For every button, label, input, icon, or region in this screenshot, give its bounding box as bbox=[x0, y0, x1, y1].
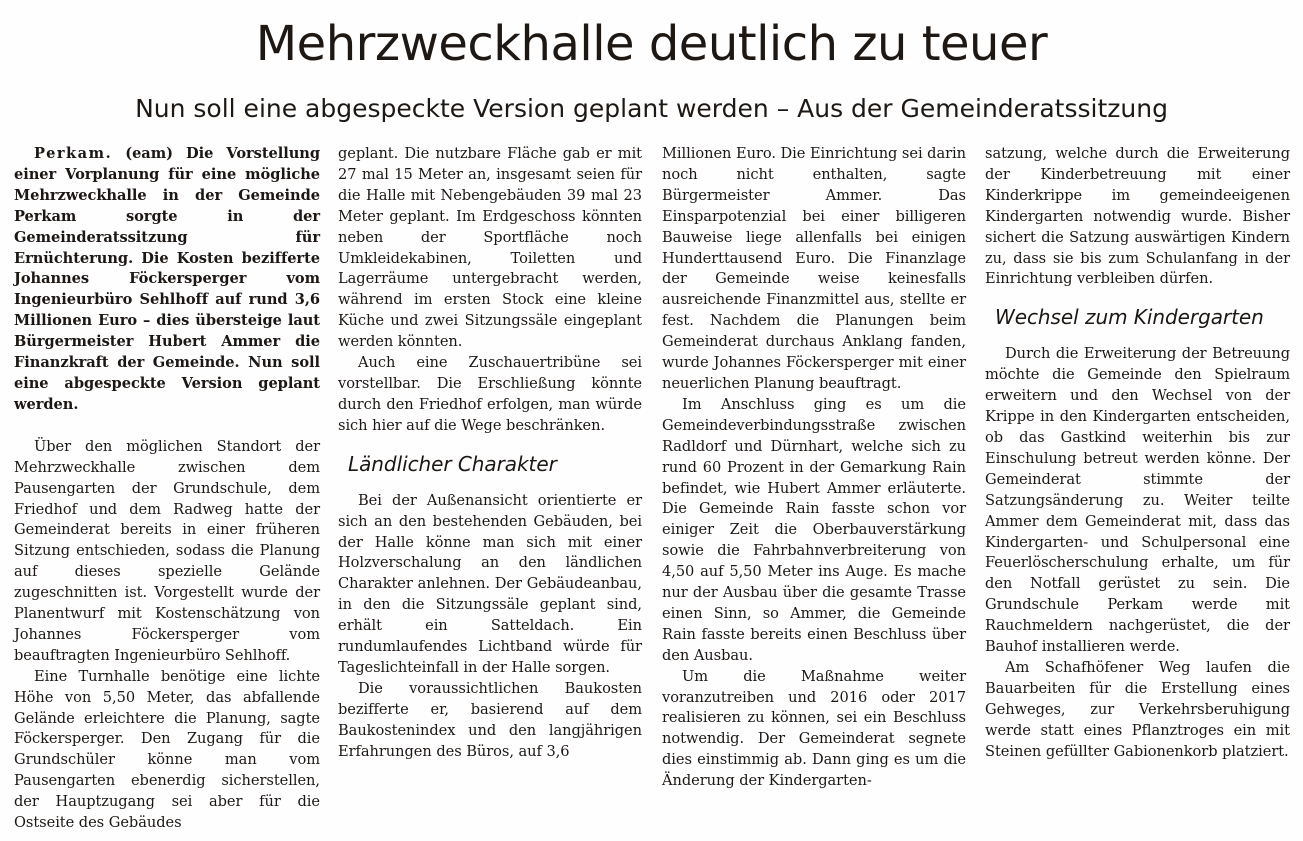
lead-text: (eam) Die Vorstellung einer Vorplanung für eine mögliche Mehrzweckhalle in der Gemeinde Perkam sorgte in der Gemeinderatssitzung für Ernüchterung. Die Kosten bezifferte Johannes Föckersperger vom Ingenieurbüro Sehlhoff auf rund 3,6 Millionen Euro – dies übersteige laut Bürgermeister Hubert Ammer die Finanzkraft der Gemeinde. Nun soll eine abgespeckte Version geplant werden. bbox=[14, 145, 321, 413]
body-paragraph: Am Schafhöfener Weg laufen die Bauarbeiten für die Erstellung eines Gehweges, zur Verkehrsberuhigung werde statt eines Pflanztroges ein mit Steinen gefüllter Gabionenkorb platziert. bbox=[985, 658, 1290, 760]
body-paragraph: Bei der Außenansicht orientierte er sich an den bestehenden Gebäuden, bei der Halle könne man sich mit einer Holzverschalung an den ländlichen Charakter anlehnen. Der Gebäudeanbau, in den die Sitzungssäle geplant sind, erhält ein Satteldach. Ein rundumlaufendes Lichtband würde für Tageslichteinfall in der Halle sorgen. bbox=[338, 491, 642, 676]
body-paragraph: Um die Maßnahme weiter voranzutreiben und 2016 oder 2017 realisieren zu können, sei ein Beschluss notwendig. Der Gemeinderat segnete dies einstimmig ab. Dann ging es um die Änderung der Kindergarten- bbox=[662, 667, 966, 790]
column-3 bbox=[662, 144, 966, 792]
body-paragraph: Über den möglichen Standort der Mehrzweckhalle zwischen dem Pausengarten der Grundschule, dem Friedhof und dem Radweg hatte der Gemeinderat bereits in einer früheren Sitzung entschieden, sodass die Planung auf dieses spezielle Gelände zugeschnitten ist. Vorgestellt wurde der Planentwurf mit Kostenschätzung von Johannes Föckersperger vom beauftragten Ingenieurbüro Sehlhoff. bbox=[14, 437, 320, 664]
body-paragraph: Die voraussichtlichen Baukosten bezifferte er, basierend auf dem Baukostenindex und den langjährigen Erfahrungen des Büros, auf 3,6 bbox=[338, 679, 642, 760]
column-2 bbox=[338, 144, 642, 762]
headline: Mehrzweckhalle deutlich zu teuer bbox=[255, 16, 1048, 72]
dateline: Perkam. bbox=[34, 145, 113, 162]
section-heading: Wechsel zum Kindergarten bbox=[995, 305, 1264, 330]
body-paragraph: Auch eine Zuschauertribüne sei vorstellbar. Die Erschließung könnte durch den Friedhof erfolgen, man würde sich hier auf die Wege beschränken. bbox=[338, 354, 642, 434]
body-paragraph-continued: Millionen Euro. Die Einrichtung sei darin noch nicht enthalten, sagte Bürgermeister Ammer. Das Einsparpotenzial bei einer billigeren Bauweise liege allenfalls bei einigen Hunderttausend Euro. Die Finanzlage der Gemeinde weise keinesfalls ausreichende Finanzmittel aus, stellte er fest. Nachdem die Planungen beim Gemeinderat durchaus Anklang fanden, wurde Johannes Föckersperger mit einer neuerlichen Planung beauftragt. bbox=[662, 145, 966, 392]
body-paragraph: Im Anschluss ging es um die Gemeindeverbindungsstraße zwischen Radldorf und Dürnhart, welche sich zu rund 60 Prozent in der Gemarkung Rain befindet, wie Hubert Ammer erläuterte. Die Gemeinde Rain fasste schon vor einiger Zeit die Oberbauverstärkung sowie die Fahrbahnverbreiterung von 4,50 auf 5,50 Meter ins Auge. Es mache nur der Ausbau über die gesamte Trasse einen Sinn, so Ammer, die Gemeinde Rain fasste bereits einen Beschluss über den Ausbau. bbox=[662, 395, 966, 664]
column-4 bbox=[985, 144, 1290, 762]
subheadline: Nun soll eine abgespeckte Version geplant werden – Aus der Gemeinderatssitzung bbox=[135, 94, 1168, 123]
body-paragraph-continued: satzung, welche durch die Erweiterung der Kinderbetreuung mit einer Kinderkrippe im gemeindeeigenen Kindergarten notwendig wurde. Bisher sichert die Satzung auswärtigen Kindern zu, dass sie bis zum Schulanfang in der Einrichtung verbleiben dürfen. bbox=[985, 145, 1290, 288]
lead-paragraph bbox=[14, 144, 320, 416]
column-1 bbox=[14, 144, 320, 834]
body-paragraph: Eine Turnhalle benötige eine lichte Höhe von 5,50 Meter, das abfallende Gelände erleichtere die Planung, sagte Föckersperger. Den Zugang für die Grundschüler könne man vom Pausengarten ebenerdig sicherstellen, der Hauptzugang sei aber für die Ostseite des Gebäudes bbox=[14, 667, 320, 832]
body-paragraph-continued: geplant. Die nutzbare Fläche gab er mit 27 mal 15 Meter an, insgesamt seien für die Halle mit Nebengebäuden 39 mal 23 Meter geplant. Im Erdgeschoss könnten neben der Sportfläche noch Umkleidekabinen, Toiletten und Lagerräume untergebracht werden, während im ersten Stock eine kleine Küche und zwei Sitzungssäle eingeplant werden könnten. bbox=[338, 145, 642, 351]
body-paragraph: Durch die Erweiterung der Betreuung möchte die Gemeinde den Spielraum erweitern und den Wechsel von der Krippe in den Kindergarten entscheiden, ob das Gastkind weiterhin bis zur Einschulung betreut werden könne. Der Gemeinderat stimmte der Satzungsänderung zu. Weiter teilte Ammer dem Gemeinderat mit, dass das Kindergarten- und Schulpersonal eine Feuerlöscherschulung erhalte, um für den Notfall gerüstet zu sein. Die Grundschule Perkam werde mit Rauchmeldern nachgerüstet, die der Bauhof installieren werde. bbox=[985, 345, 1290, 656]
section-heading: Ländlicher Charakter bbox=[348, 451, 557, 476]
